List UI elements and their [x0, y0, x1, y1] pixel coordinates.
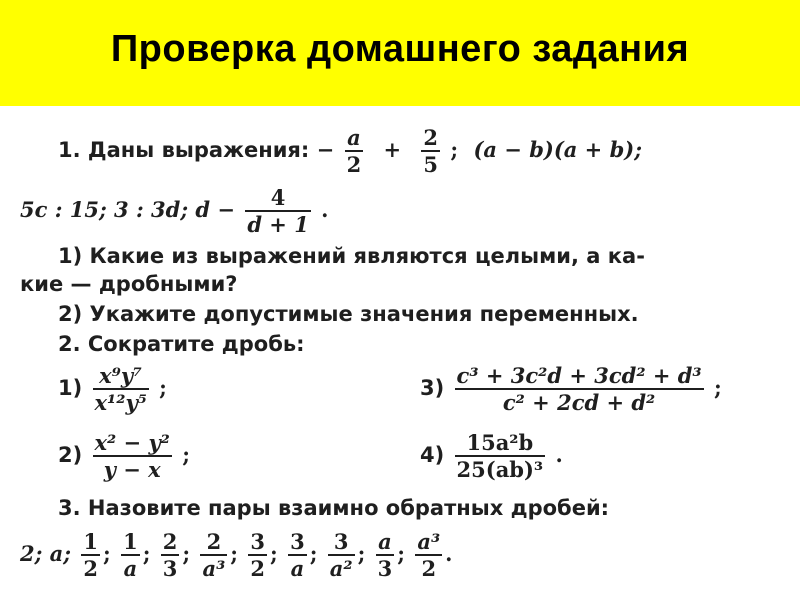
fraction-denominator: 5	[423, 152, 439, 178]
fraction-numerator: 3	[288, 530, 307, 556]
title-banner	[0, 0, 800, 106]
fraction-a-over-2	[345, 126, 364, 177]
fraction-numerator: a³	[415, 530, 442, 556]
fraction-numerator: 2	[161, 530, 180, 556]
fraction	[161, 530, 180, 581]
fraction-numerator: 1	[81, 530, 100, 556]
fraction	[328, 530, 355, 581]
fraction	[248, 530, 267, 581]
task1-number: 1.	[58, 138, 81, 163]
fraction	[121, 530, 140, 581]
task1-line1	[58, 126, 642, 177]
task2-item-2	[58, 431, 190, 482]
task3-lead: 2; a;	[20, 541, 72, 567]
fraction-denominator: d + 1	[247, 212, 309, 238]
task2-item-1	[58, 364, 167, 415]
separator: ;	[450, 137, 459, 163]
fraction-numerator: 2	[421, 126, 440, 152]
question-1-line1: 1) Какие из выражений являются целыми, а ка-	[58, 244, 645, 268]
item-end: ;	[182, 442, 190, 468]
task2-item-3	[420, 364, 722, 415]
question-2: 2) Укажите допустимые значения переменных.	[58, 302, 639, 326]
item-label: 1)	[58, 376, 83, 401]
task3-fractions	[20, 530, 452, 581]
plus-sign: +	[383, 137, 402, 163]
fraction-denominator: 25(ab)³	[456, 457, 544, 483]
separator: ;	[397, 541, 406, 567]
question-1-line2: кие — дробными?	[20, 272, 238, 296]
expr-line2-start: 5c : 15; 3 : 3d; d −	[20, 197, 235, 223]
fraction	[81, 530, 100, 581]
fraction-numerator: c³ + 3c²d + 3cd² + d³	[455, 364, 704, 390]
task2-item-4	[420, 431, 563, 482]
task1-label: Даны выражения:	[87, 138, 310, 163]
fraction	[93, 431, 172, 482]
fraction-2-over-5	[421, 126, 440, 177]
expr-a-sign: −	[316, 137, 335, 163]
separator: ;	[182, 541, 191, 567]
fraction	[288, 530, 307, 581]
fraction	[455, 364, 704, 415]
fraction-denominator: 2	[346, 152, 362, 178]
separator: ;	[102, 541, 111, 567]
separator: ;	[269, 541, 278, 567]
task3-title: 3. Назовите пары взаимно обратных дробей:	[58, 496, 610, 520]
fraction-numerator: 4	[245, 186, 311, 212]
fraction-denominator: c² + 2cd + d²	[502, 390, 656, 416]
fraction-denominator: 3	[162, 556, 178, 582]
item-end: ;	[159, 375, 167, 401]
fraction-numerator: 3	[248, 530, 267, 556]
item-label: 3)	[420, 376, 445, 401]
fraction	[455, 431, 546, 482]
task2-title: 2. Сократите дробь:	[58, 332, 305, 356]
fraction	[415, 530, 442, 581]
fraction-denominator: a³	[202, 556, 226, 582]
item-end: ;	[713, 375, 722, 401]
fraction-numerator: 15a²b	[455, 431, 546, 457]
separator: ;	[142, 541, 151, 567]
fraction-denominator: a	[123, 556, 138, 582]
fraction-denominator: a	[290, 556, 305, 582]
expr-product: (a − b)(a + b);	[473, 137, 642, 163]
fraction-numerator: x² − y²	[93, 431, 172, 457]
line-end: .	[321, 197, 329, 223]
fraction-denominator: y − x	[103, 457, 161, 483]
fraction-numerator: a	[345, 126, 364, 152]
fraction-denominator: 2	[83, 556, 98, 582]
page-title: Проверка домашнего задания	[110, 28, 690, 70]
homework-content	[0, 106, 800, 600]
item-end: .	[555, 442, 563, 468]
item-label: 4)	[420, 443, 445, 468]
task1-line2	[20, 186, 328, 237]
separator: ;	[357, 541, 366, 567]
task3-end: .	[445, 541, 453, 567]
fraction-denominator: 2	[421, 556, 437, 582]
fraction-numerator: 3	[328, 530, 355, 556]
fraction	[200, 530, 227, 581]
separator: ;	[230, 541, 239, 567]
fraction-numerator: 1	[121, 530, 140, 556]
separator: ;	[309, 541, 318, 567]
fraction-denominator: x¹²y⁵	[94, 390, 147, 416]
item-label: 2)	[58, 443, 83, 468]
fraction-numerator: 2	[200, 530, 227, 556]
fraction-numerator: a	[376, 530, 395, 556]
fraction	[93, 364, 149, 415]
fraction-denominator: 3	[377, 556, 393, 582]
fraction-denominator: 2	[250, 556, 265, 582]
fraction-denominator: a²	[329, 556, 353, 582]
fraction-4-over-d-plus-1	[245, 186, 311, 237]
fraction	[376, 530, 395, 581]
fraction-numerator: x⁹y⁷	[93, 364, 149, 390]
